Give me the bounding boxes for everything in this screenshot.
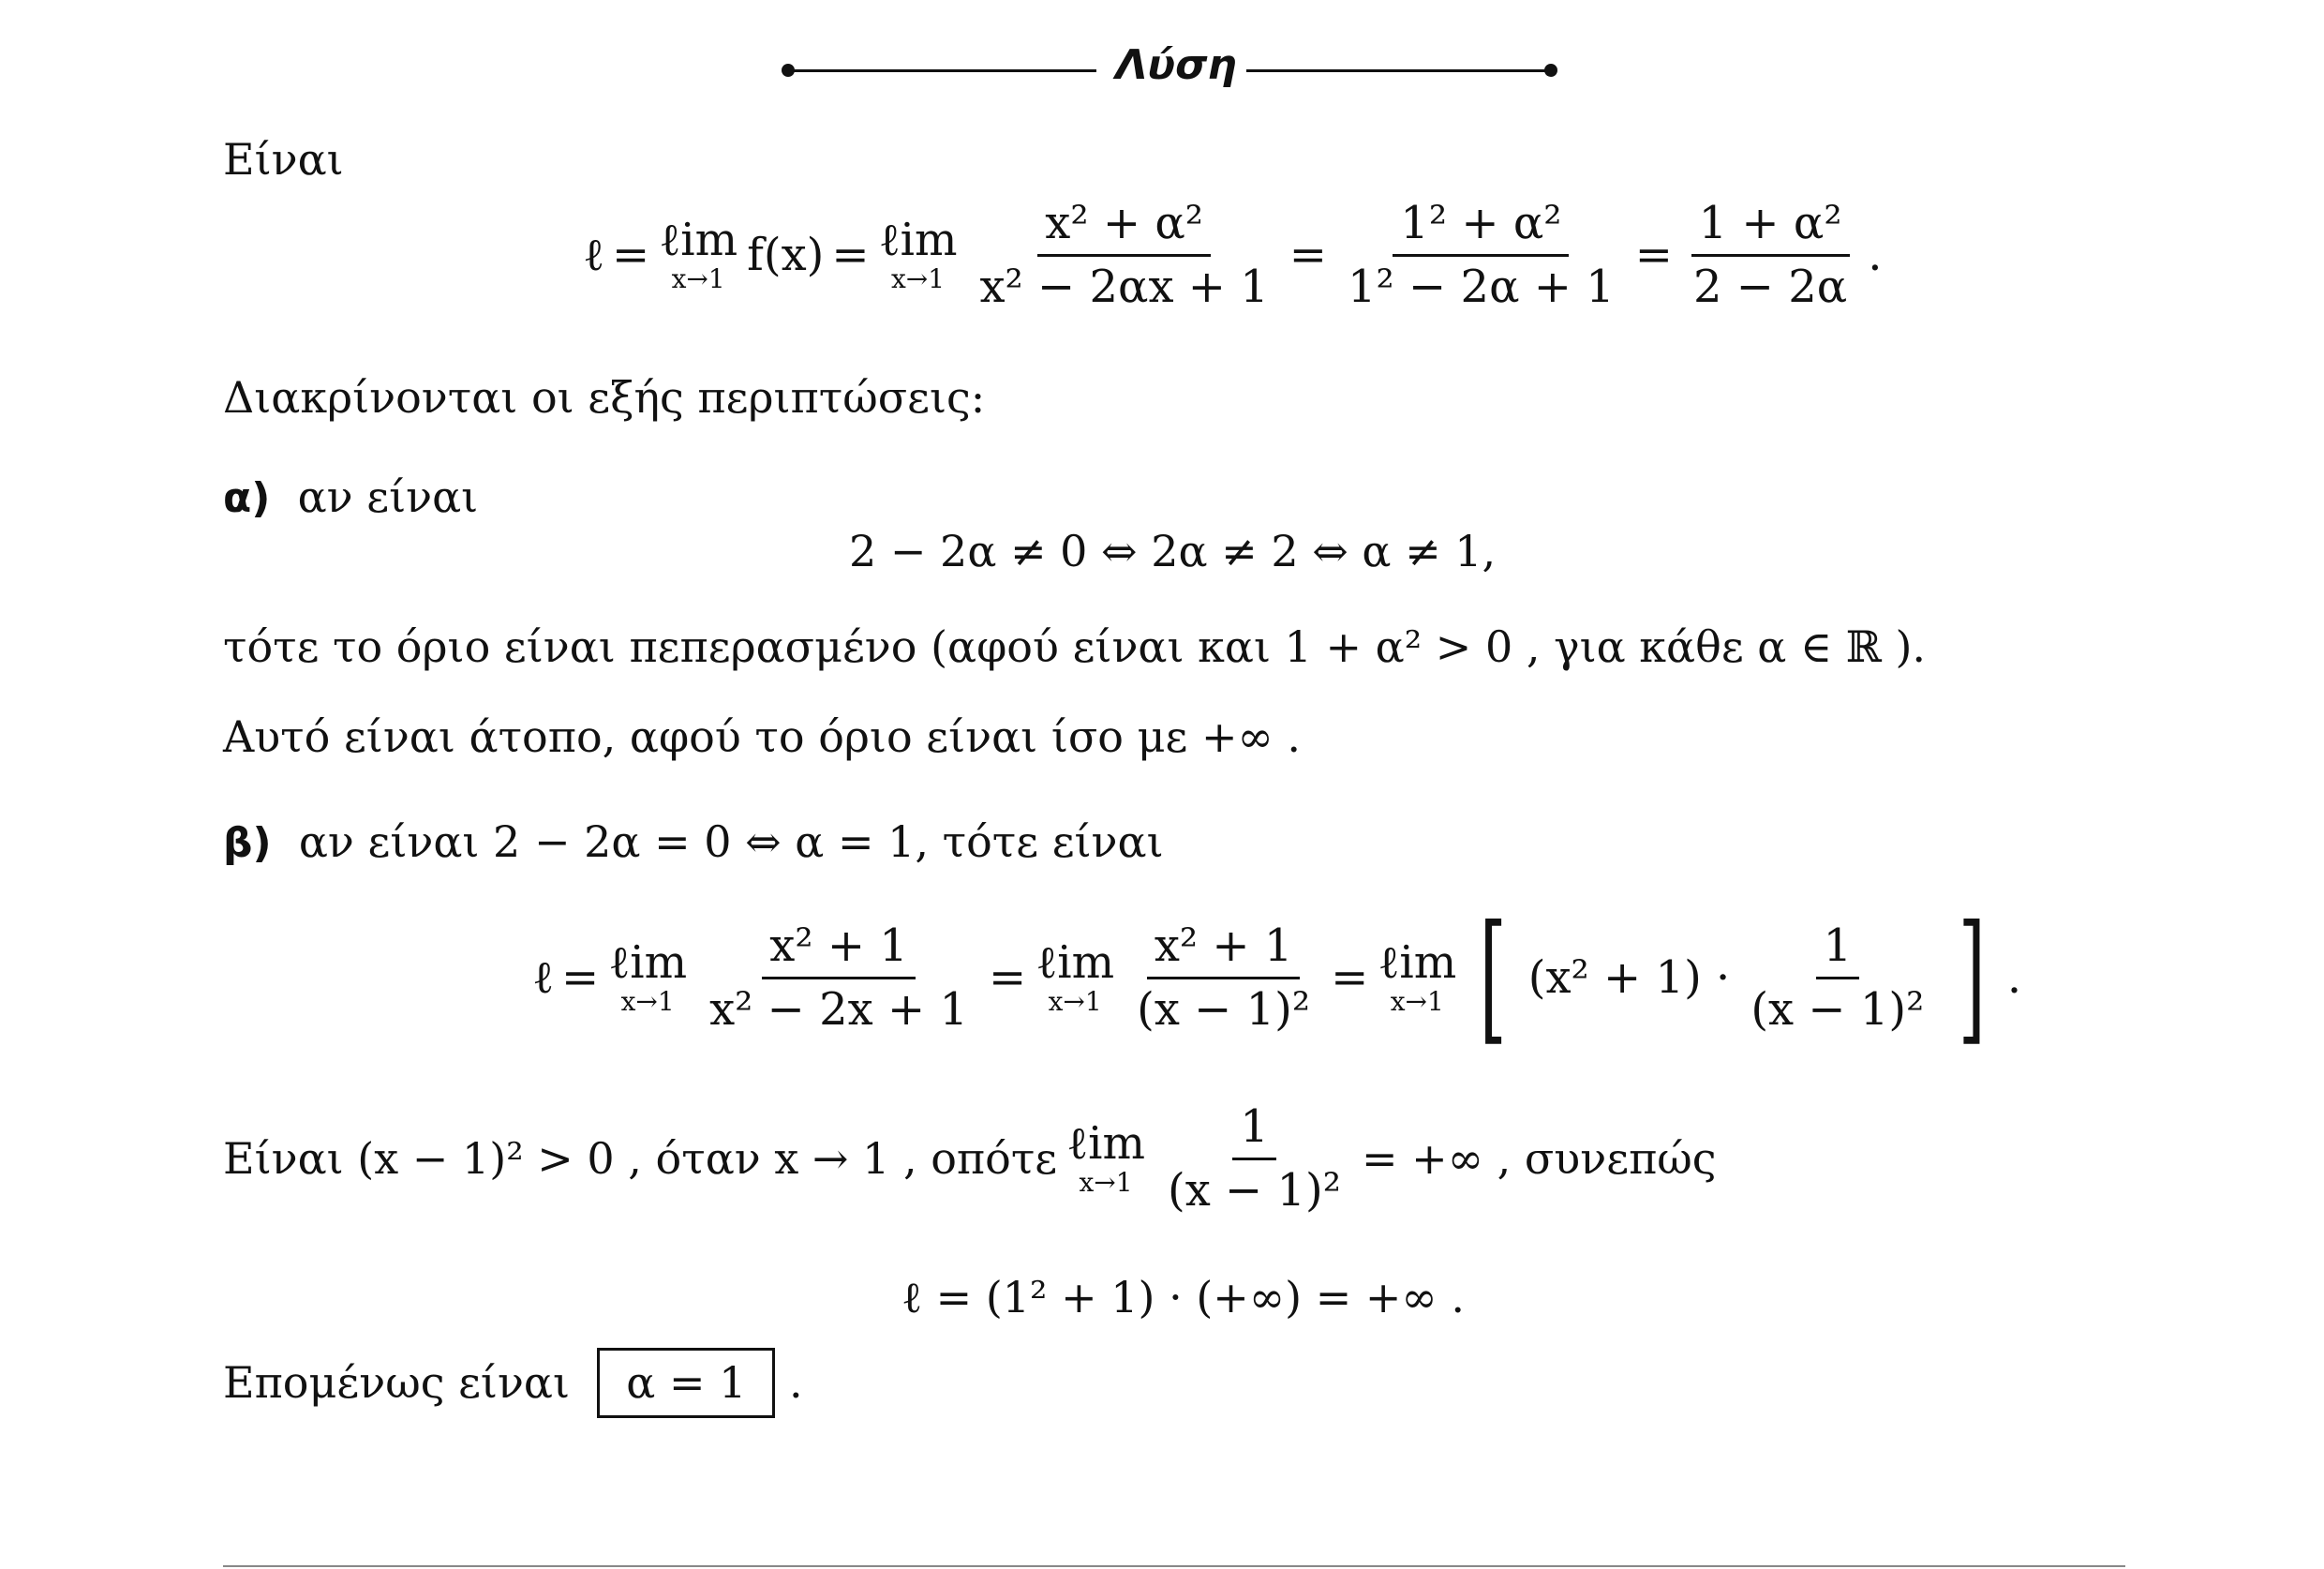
- equals-sign: =: [989, 951, 1027, 1004]
- limit-operator: ℓim x→1: [659, 214, 738, 295]
- limit-infinity-post: = +∞ , συνεπώς: [1362, 1133, 1717, 1185]
- case-a-label: α): [223, 474, 271, 522]
- case-b-text: αν είναι 2 − 2α = 0 ⇔ α = 1, τότε είναι: [298, 816, 1164, 867]
- right-bracket: ]: [1958, 896, 1987, 1059]
- case-a-text: αν είναι: [297, 471, 479, 522]
- equals-sign: =: [612, 229, 650, 282]
- limit-operator: ℓim x→1: [1378, 936, 1457, 1017]
- equals-sign: =: [1289, 229, 1328, 282]
- bottom-rule: [223, 1565, 2125, 1567]
- fraction: $\frac{\text{x² + 1}}{\text{x² − 2x + 1}}$: [709, 919, 969, 1036]
- limit-operator: ℓim x→1: [878, 214, 958, 295]
- fraction: $\frac{\text{1² + α²}}{\text{1² − 2α + 1}}$: [1348, 197, 1615, 313]
- fraction: $\frac{\text{1 + α²}}{2 - 2\alpha}$: [1686, 199, 1855, 312]
- conclusion-line: [223, 1348, 803, 1418]
- limit-operator: ℓim x→1: [1035, 936, 1115, 1017]
- period: .: [2006, 951, 2022, 1004]
- answer-box: α = 1: [597, 1348, 775, 1418]
- case-a-equation: 2 − 2α ≠ 0 ⇔ 2α ≠ 2 ⇔ α ≠ 1,: [849, 526, 1497, 576]
- equals-sign: =: [1331, 951, 1369, 1004]
- case-b-label: β): [223, 819, 272, 867]
- fraction: $\frac{1}{\text{(x − 1)²}}$: [1750, 919, 1925, 1036]
- period: .: [789, 1357, 803, 1408]
- cases-intro: Διακρίνονται οι εξής περιπτώσεις:: [223, 372, 986, 423]
- limit-infinity-pre: Είναι (x − 1)² > 0 , όταν x → 1 , οπότε: [223, 1133, 1058, 1185]
- conclusion-text: Επομένως είναι: [223, 1357, 571, 1408]
- case-a-line: [223, 472, 478, 523]
- limit-operator: ℓim x→1: [608, 936, 688, 1017]
- equals-sign: =: [561, 951, 600, 1004]
- ell-symbol: ℓ: [532, 951, 554, 1004]
- limit-equation-2: [529, 896, 2025, 1059]
- limit-operator: ℓim x→1: [1066, 1117, 1145, 1199]
- header-left-rule: [791, 69, 1096, 72]
- limit-infinity-line: [219, 1102, 1721, 1216]
- fraction: $\frac{\text{x² + 1}}{\text{(x − 1)²}}$: [1137, 919, 1311, 1036]
- section-header: [778, 41, 1556, 97]
- limit-equation-1: [579, 199, 1885, 312]
- fraction: $\frac{1}{\text{(x − 1)²}}$: [1167, 1100, 1342, 1217]
- fraction: $\frac{\text{x² + α²}}{\text{x² − 2αx + 1}}$: [979, 197, 1269, 313]
- header-right-dot: [1544, 64, 1557, 77]
- intro-text: Είναι: [223, 134, 344, 185]
- equals-sign: =: [831, 229, 870, 282]
- case-b-line: [223, 817, 1164, 868]
- period: .: [1868, 229, 1883, 282]
- function-fx: f(x): [747, 229, 825, 282]
- case-a-contradiction: Αυτό είναι άτοπο, αφού το όριο είναι ίσο με +∞ .: [223, 711, 1302, 762]
- factor-term: (x² + 1) ·: [1527, 951, 1731, 1004]
- header-right-rule: [1246, 69, 1546, 72]
- equals-sign: =: [1634, 229, 1673, 282]
- final-equation: ℓ = (1² + 1) · (+∞) = +∞ .: [901, 1272, 1465, 1322]
- case-a-finite-limit: τότε το όριο είναι πεπερασμένο (αφού είναι και 1 + α² > 0 , για κάθε α ∈ ℝ ).: [223, 621, 1927, 672]
- left-bracket: [: [1479, 896, 1508, 1059]
- section-title: Λύση: [1115, 41, 1237, 89]
- ell-symbol: ℓ: [583, 229, 604, 282]
